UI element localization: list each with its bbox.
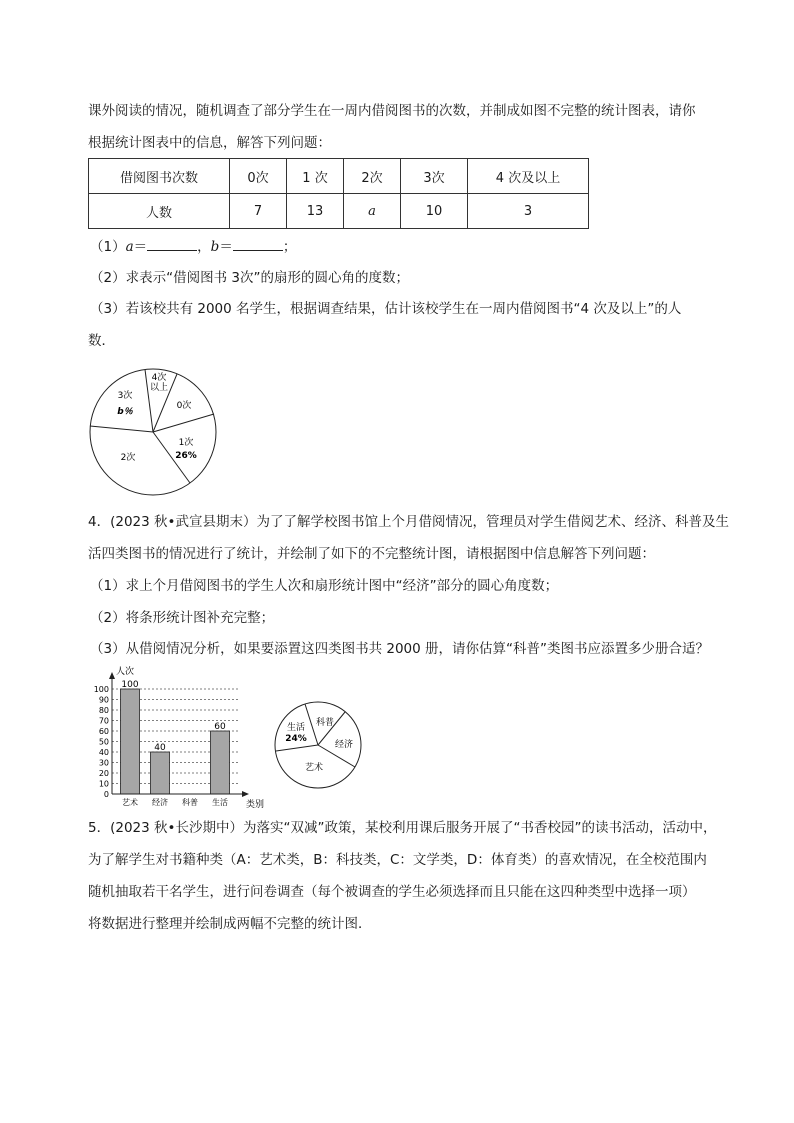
table-cell: 1 次 xyxy=(287,159,344,194)
table-row xyxy=(89,159,589,194)
bar-value-label: 100 xyxy=(121,680,139,690)
bar-value-label: 60 xyxy=(214,722,226,732)
pie-label-3-pct: b％ xyxy=(117,407,133,417)
y-tick-label: 50 xyxy=(98,737,109,747)
x-tick-label: 科普 xyxy=(182,798,198,807)
pie-label-life: 生活 xyxy=(286,723,306,733)
pie-label-economy: 经济 xyxy=(334,740,354,750)
table-row xyxy=(89,194,589,229)
table-cell: 4 次及以上 xyxy=(468,159,589,194)
bar xyxy=(151,752,170,794)
q3-sub1-prefix: （1） xyxy=(90,239,126,255)
var-b: b xyxy=(210,239,220,255)
table-cell: 10 xyxy=(401,194,468,229)
q4-line2: 活四类图书的情况进行了统计，并绘制了如下的不完整统计图，请根据图中信息解答下列问题： xyxy=(88,546,655,562)
q3-pie-chart xyxy=(88,362,228,502)
y-tick-label: 30 xyxy=(98,758,109,768)
answer-blank-a[interactable] xyxy=(147,236,197,251)
pie-label-0: 0次 xyxy=(176,401,192,411)
y-tick-label: 0 xyxy=(103,790,109,799)
y-axis-label: 人次 xyxy=(116,667,135,677)
y-axis-arrow xyxy=(109,672,115,679)
q3-sub3-line2: 数． xyxy=(88,333,115,349)
table-cell: 借阅图书次数 xyxy=(89,159,230,194)
y-tick-label: 10 xyxy=(98,779,109,789)
table-cell: 人数 xyxy=(89,194,230,229)
borrow-count-table xyxy=(88,158,589,229)
table-cell: 0次 xyxy=(230,159,287,194)
table-cell: 3 xyxy=(468,194,589,229)
table-cell: 3次 xyxy=(401,159,468,194)
q4-sub2: （2）将条形统计图补充完整； xyxy=(90,610,275,626)
q3-intro-line2: 根据统计图表中的信息，解答下列问题： xyxy=(88,135,331,151)
x-axis-arrow xyxy=(242,791,249,797)
q5-line3: 随机抽取若干名学生，进行问卷调查（每个被调查的学生必须选择而且只能在这四种类型中选择一项） xyxy=(88,884,696,900)
equals-sign: ＝ xyxy=(219,239,233,255)
q4-sub3: （3）从借阅情况分析，如果要添置这四类图书共 2000 册，请你估算“科普”类图书应添置多少册合适？ xyxy=(90,641,710,657)
table-cell: 2次 xyxy=(344,159,401,194)
q3-intro-line1: 课外阅读的情况，随机调查了部分学生在一周内借阅图书的次数，并制成如图不完整的统计图表，请你 xyxy=(88,103,696,119)
y-tick-label: 80 xyxy=(98,706,109,715)
q3-sub2: （2）求表示“借阅图书 3次”的扇形的圆心角的度数； xyxy=(90,270,409,286)
bar xyxy=(211,731,230,794)
pie-label-1-pct: 26% xyxy=(175,451,197,461)
pie-label-4plus: 4次 xyxy=(151,373,167,383)
table-cell: 13 xyxy=(287,194,344,229)
q4-bar-chart xyxy=(86,664,272,812)
y-tick-label: 70 xyxy=(98,716,109,726)
semicolon: ； xyxy=(282,239,297,255)
pie-label-1: 1次 xyxy=(178,438,194,448)
table-cell: a xyxy=(344,194,401,229)
y-tick-label: 40 xyxy=(98,748,109,757)
pie-label-4plus: 以上 xyxy=(149,383,169,393)
q3-sub1 xyxy=(90,236,296,257)
pie-label-3: 3次 xyxy=(117,391,133,401)
pie-label-2: 2次 xyxy=(120,453,136,463)
pie-label-life-pct: 24% xyxy=(285,734,307,744)
q4-sub1: （1）求上个月借阅图书的学生人次和扇形统计图中“经济”部分的圆心角度数； xyxy=(90,578,559,594)
q5-line4: 将数据进行整理并绘制成两幅不完整的统计图． xyxy=(88,916,372,932)
q5-line2: 为了解学生对书籍种类（A：艺术类，B：科技类，C：文学类，D：体育类）的喜欢情况，在全校范围内 xyxy=(88,852,707,868)
answer-blank-b[interactable] xyxy=(233,236,283,251)
y-tick-label: 60 xyxy=(98,727,109,736)
pie-label-art: 艺术 xyxy=(304,763,324,773)
y-tick-label: 90 xyxy=(98,695,109,705)
pie-label-science: 科普 xyxy=(315,718,335,728)
x-tick-label: 生活 xyxy=(212,798,228,807)
equals-sign: ＝ xyxy=(133,239,148,255)
bar xyxy=(121,689,140,794)
y-tick-label: 100 xyxy=(93,685,109,694)
table-cell: 7 xyxy=(230,194,287,229)
q5-line1: 5．(2023 秋•长沙期中）为落实“双减”政策，某校利用课后服务开展了“书香校园”的读书活动，活动中， xyxy=(88,820,717,836)
q4-pie-chart xyxy=(272,700,368,796)
x-tick-label: 艺术 xyxy=(122,798,138,807)
var-a: a xyxy=(125,239,134,255)
q4-line1: 4．(2023 秋•武宣县期末）为了了解学校图书馆上个月借阅情况，管理员对学生借阅艺术、经济、科普及生 xyxy=(88,514,729,530)
q3-sub3-line1: （3）若该校共有 2000 名学生，根据调查结果，估计该校学生在一周内借阅图书“4 次及以上”的人 xyxy=(90,301,682,317)
comma: ， xyxy=(197,239,211,255)
bar-value-label: 40 xyxy=(154,743,166,753)
x-tick-label: 经济 xyxy=(152,798,168,807)
y-tick-label: 20 xyxy=(98,769,109,778)
x-axis-label: 类别 xyxy=(246,800,265,810)
